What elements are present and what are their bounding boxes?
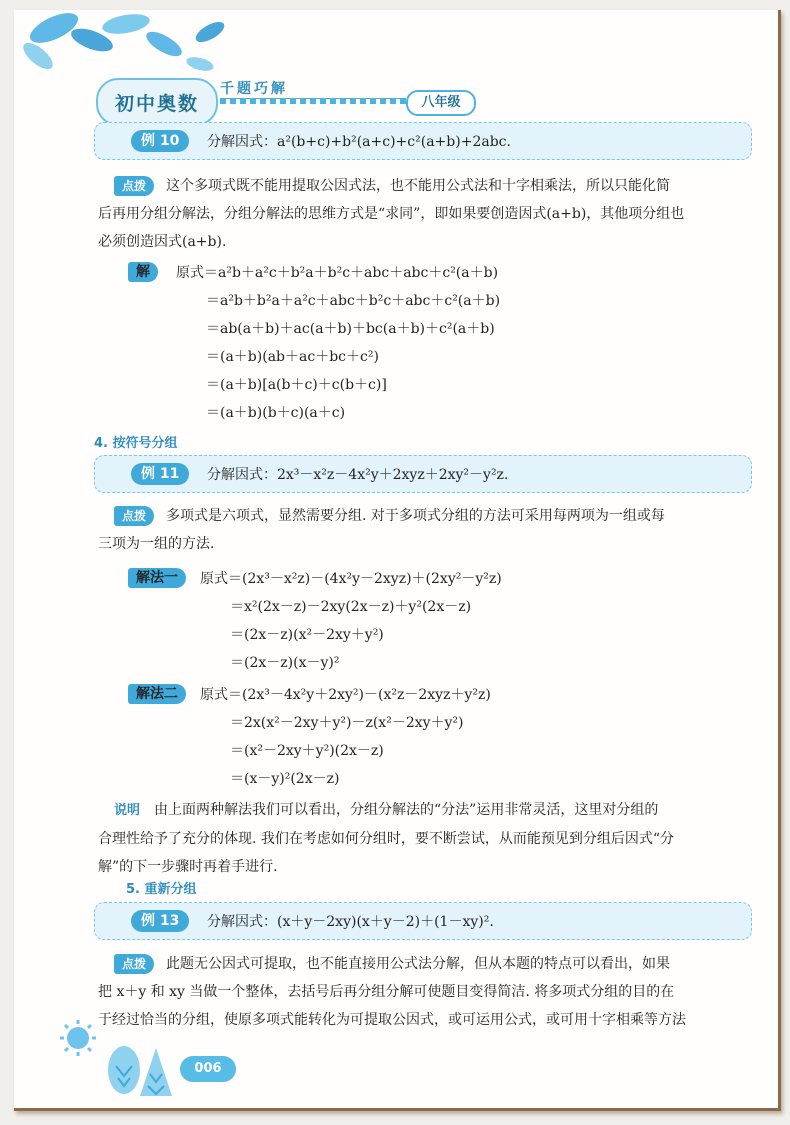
method-2-tag: 解法二 (128, 684, 186, 704)
example-11-hint (98, 502, 754, 558)
hint-tag: 点拨 (114, 954, 154, 974)
hint-line: 多项式是六项式，显然需要分组. 对于多项式分组的方法可采用每两项为一组或每 (166, 508, 665, 524)
hint-tag: 点拨 (114, 176, 154, 196)
page-number: 006 (180, 1056, 236, 1082)
note-line: 由上面两种解法我们可以看出，分组分解法的“分法”运用非常灵活，这里对分组的 (154, 802, 659, 818)
hint-line: 这个多项式既不能用提取公因式法，也不能用公式法和十字相乘法，所以只能化简 (166, 178, 671, 194)
hint-line: 三项为一组的方法. (98, 536, 215, 552)
method-1-step: ＝(2x－z)(x²－2xy＋y²) (230, 627, 384, 643)
method-2-step: 原式＝(2x³－4x²y＋2xy²)－(x²z－2xyz＋y²z) (200, 687, 491, 703)
method-1-step: ＝(2x－z)(x－y)² (230, 655, 340, 671)
example-10-banner (94, 122, 752, 160)
hint-line: 于经过恰当的分组，使原多项式能转化为可提取公因式，或可运用公式，或可用十字相乘等方法 (98, 1012, 686, 1028)
section-heading-5: 5. 重新分组 (126, 882, 197, 897)
hint-line: 把 x＋y 和 xy 当做一个整体，去括号后再分组分解可使题目变得简洁. 将多项式分组的目的在 (98, 984, 675, 1000)
note-line: 解”的下一步骤时再着手进行. (98, 859, 278, 875)
example-13-problem: 分解因式：(x＋y－2xy)(x＋y－2)＋(1－xy)². (207, 914, 494, 930)
method-1-step: 原式＝(2x³－x²z)－(4x²y－2xyz)＋(2xy²－y²z) (200, 571, 502, 587)
hint-line: 必须创造因式(a+b). (98, 234, 227, 250)
solution-step: ＝(a＋b)[a(b＋c)＋c(b＋c)] (206, 377, 387, 393)
hint-line: 此题无公因式可提取，也不能直接用公式法分解，但从本题的特点可以看出，如果 (166, 956, 671, 972)
note-line: 合理性给予了充分的体现. 我们在考虑如何分组时，要不断尝试，从而能预见到分组后因式“分 (98, 831, 675, 847)
hint-tag: 点拨 (114, 506, 154, 526)
tree-icon (102, 1042, 182, 1102)
note-paragraph (98, 796, 754, 881)
solution-step: ＝(a＋b)(b＋c)(a＋c) (206, 405, 346, 421)
example-10-tag: 例 10 (131, 130, 189, 152)
solution-step: 原式＝a²b＋a²c＋b²a＋b²c＋abc＋abc＋c²(a＋b) (176, 265, 499, 281)
section-heading-4: 4. 按符号分组 (94, 436, 178, 451)
method-2-step: ＝(x－y)²(2x－z) (230, 771, 340, 787)
note-label: 说明 (114, 803, 141, 818)
example-10-problem: 分解因式：a²(b+c)+b²(a+c)+c²(a+b)+2abc. (207, 134, 511, 150)
method-2-step: ＝(x²－2xy＋y²)(2x－z) (230, 743, 384, 759)
book-subtitle: 千题巧解 (220, 81, 288, 97)
hint-line: 后再用分组分解法，分组分解法的思维方式是“求同”，即如果要创造因式(a+b)，其他项分组也 (98, 206, 685, 222)
example-11-banner (94, 455, 752, 493)
grade-badge: 八年级 (406, 90, 476, 116)
method-1-tag: 解法一 (128, 568, 186, 588)
example-13-hint (98, 950, 754, 1034)
solution-step: ＝ab(a＋b)＋ac(a＋b)＋bc(a＋b)＋c²(a＋b) (206, 321, 495, 337)
leaf-decoration (14, 10, 254, 80)
book-title: 初中奥数 (96, 78, 218, 126)
example-13-banner (94, 902, 752, 940)
book-page (14, 10, 781, 1111)
example-10-hint (98, 172, 754, 256)
example-11-tag: 例 11 (131, 463, 189, 485)
example-11-problem: 分解因式：2x³－x²z－4x²y＋2xyz＋2xy²－y²z. (207, 467, 509, 483)
solution-step: ＝(a＋b)(ab＋ac＋bc＋c²) (206, 349, 379, 365)
sun-icon (58, 1018, 98, 1058)
solution-step: ＝a²b＋b²a＋a²c＋abc＋b²c＋abc＋c²(a＋b) (206, 293, 501, 309)
header-rail (220, 98, 406, 104)
method-2-step: ＝2x(x²－2xy＋y²)－z(x²－2xy＋y²) (230, 715, 464, 731)
method-1-step: ＝x²(2x－z)－2xy(2x－z)＋y²(2x－z) (230, 599, 472, 615)
example-13-tag: 例 13 (131, 910, 189, 932)
solution-tag: 解 (128, 262, 158, 282)
